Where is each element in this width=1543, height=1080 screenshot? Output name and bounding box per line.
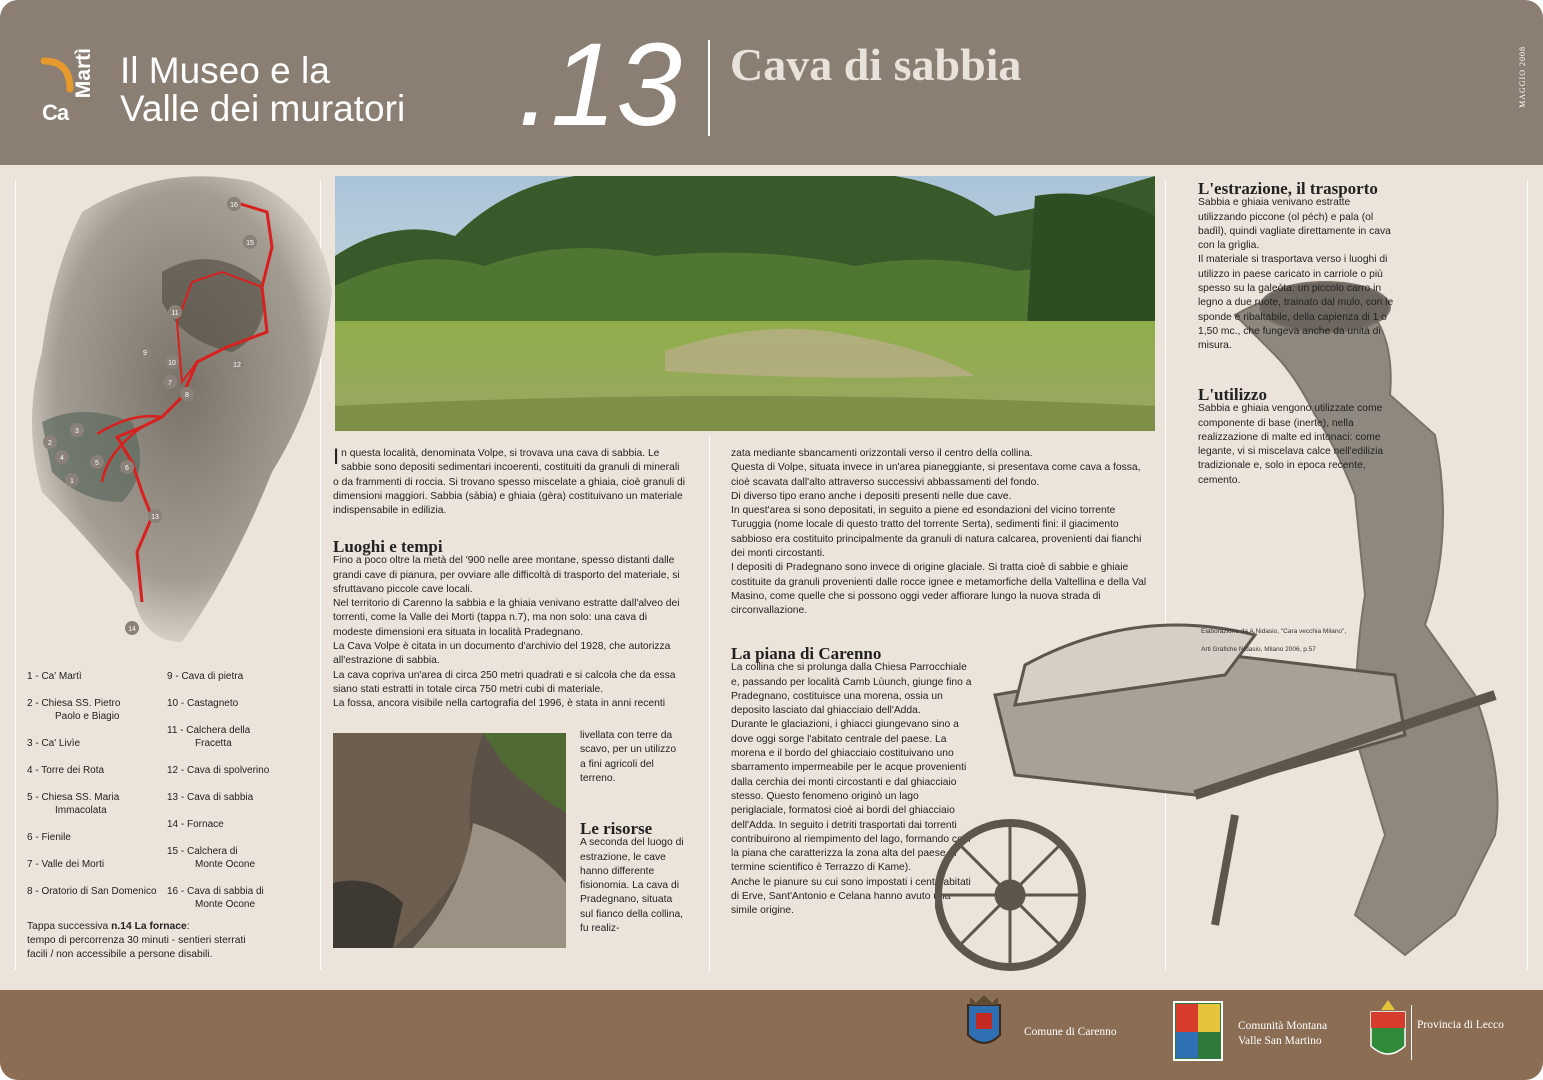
- legend-column-2: [167, 670, 307, 919]
- luoghi-continued: livellata con terre da scavo, per un utilizzo a fini agricoli del terreno.: [580, 730, 677, 784]
- legend-item: 4 - Torre dei Rota: [27, 765, 105, 776]
- museum-title: [120, 52, 405, 128]
- legend-item: 16 - Cava di sabbia di Monte Ocone: [167, 886, 264, 910]
- svg-text:4: 4: [60, 455, 64, 462]
- legend-item: 15 - Calchera di Monte Ocone: [167, 846, 256, 870]
- svg-text:10: 10: [168, 360, 176, 367]
- svg-text:8: 8: [185, 392, 189, 399]
- svg-text:2: 2: [48, 440, 52, 447]
- piana-paragraph: Anche le pianure su cui sono impostati i centri abitati di Erve, Sant'Antonio e Celana hanno avuto una simile origine.: [731, 876, 971, 917]
- luoghi-paragraph: La fossa, ancora visibile nella cartografia del 1996, è stata in anni recenti: [333, 698, 665, 710]
- risorse-paragraph: A seconda del luogo di estrazione, le cave hanno differente fisionomia. La cava di Pradegnano, situata sul fianco della collina, fu realiz-: [580, 837, 684, 935]
- svg-text:6: 6: [125, 465, 129, 472]
- svg-text:16: 16: [230, 202, 238, 209]
- utilizzo-title: L'utilizzo: [1198, 385, 1267, 404]
- legend-item: 7 - Valle dei Morti: [27, 859, 105, 870]
- next-stop-info: Tappa successiva n.14 La fornace: tempo di percorrenza 30 minuti - sentieri sterrati facili / non accessibile a persone disabili.: [27, 921, 246, 960]
- luoghi-section: [333, 537, 685, 712]
- luoghi-paragraph: Fino a poco oltre la metà del '900 nelle aree montane, spesso distanti dalle grandi cave di pianura, per ovviare alle difficoltà di trasporto del materiale, si sfruttavano piccole cave locali.: [333, 555, 680, 595]
- provincia-label: Provincia di Lecco: [1417, 1019, 1504, 1031]
- legend-item: 5 - Chiesa SS. Maria Immacolata: [27, 792, 120, 816]
- stop-title: Cava di sabbia: [730, 39, 1022, 90]
- piana-title: La piana di Carenno: [731, 644, 882, 663]
- svg-text:13: 13: [151, 514, 159, 521]
- legend-item: 11 - Calchera della Fracetta: [167, 725, 251, 749]
- logo-ca: Ca: [42, 100, 69, 125]
- legend-item: 3 - Ca' Livìe: [27, 738, 81, 749]
- risorse-section: [580, 819, 684, 936]
- column-divider: [1527, 180, 1528, 970]
- svg-text:5: 5: [95, 460, 99, 467]
- legend-item: 13 - Cava di sabbia: [167, 792, 254, 803]
- intro-text: In questa località, denominata Volpe, si trovava una cava di sabbia. Le sabbie sono depositi sedimentari incoerenti, costituiti da granuli di minerali o da frammenti di roccia. Si trovano spesso miscelate a ghiaia, cioè granuli di dimensioni maggiori. Sabbia (sàbia) e ghiaia (gèra) costituivano un materiale indispensabile in edilizia.: [333, 444, 685, 517]
- illustration-credit: Elaborazione da A.Nidasio, "Cara vecchia Milano", Arti Grafiche Nidasio, Milano 2006, p.57: [1201, 628, 1347, 653]
- legend-item: 12 - Cava di spolverino: [167, 765, 270, 776]
- piana-paragraph: Durante le glaciazioni, i ghiacci giungevano sino a dove oggi sorge l'abitato centrale del paese. La morena e il bordo del ghiacciaio costituivano uno sbarramento impermeabile per le acque provenienti dalla cerchia dei monti circostanti e dal ghiacciaio stesso. Questo fenomeno originò un lago periglaciale, formatosi cioè ai bordi del ghiacciaio dell'Adda. In seguito i detriti trasportati dai torrenti contribuirono al riempimento del lago, formando così la piana che caratterizza la zona alta del paese (il termine scientifico è Terrazzo di Kame).: [731, 719, 971, 874]
- piana-paragraph: La collina che si prolunga dalla Chiesa Parrocchiale e, passando per località Camb Lùunch, giunge fino a Pradegnano, costituisce una morena, ossia un deposito lasciato dal ghiacciaio dell'Adda.: [731, 662, 972, 717]
- svg-text:7: 7: [168, 380, 172, 387]
- estrazione-title: L'estrazione, il trasporto: [1198, 179, 1378, 198]
- luoghi-title: Luoghi e tempi: [333, 537, 443, 556]
- utilizzo-section: [1198, 385, 1396, 488]
- svg-text:11: 11: [171, 310, 179, 317]
- comune-label: Comune di Carenno: [1024, 1026, 1117, 1038]
- svg-text:14: 14: [128, 626, 136, 633]
- legend-item: 10 - Castagneto: [167, 698, 239, 709]
- luoghi-paragraph: La cava copriva un'area di circa 250 metri quadrati e si calcola che da essa siano stati estratti in totale circa 750 metri cubi di materiale.: [333, 669, 676, 695]
- date-vertical: MAGGIO 2008: [1518, 46, 1527, 108]
- column-divider: [709, 436, 710, 971]
- footer-divider: [1411, 1005, 1412, 1060]
- risorse-title: Le risorse: [580, 819, 653, 838]
- svg-text:9: 9: [143, 350, 147, 357]
- middle-paragraph: Di diverso tipo erano anche i depositi presenti nelle due cave.: [731, 490, 1012, 502]
- logo-marti: Martì: [72, 48, 95, 99]
- middle-paragraph: zata mediante sbancamenti orizzontali verso il centro della collina.: [731, 448, 1033, 459]
- title-divider: [708, 40, 710, 136]
- comune-carenno-crest-icon: [962, 995, 1006, 1057]
- svg-text:15: 15: [246, 240, 254, 247]
- svg-text:3: 3: [75, 428, 79, 435]
- museum-title-line1: Il Museo e la: [120, 50, 330, 91]
- museum-title-line2: Valle dei muratori: [120, 88, 406, 129]
- legend-item: 9 - Cava di pietra: [167, 671, 244, 682]
- legend-item: 2 - Chiesa SS. Pietro Paolo e Biagio: [27, 698, 121, 722]
- legend-item: 8 - Oratorio di San Domenico: [27, 886, 157, 897]
- estrazione-section: [1198, 179, 1396, 354]
- legend-column-1: [27, 670, 167, 906]
- svg-text:1: 1: [70, 478, 74, 485]
- legend-item: 6 - Fienile: [27, 832, 71, 843]
- estrazione-paragraph: Sabbia e ghiaia venivano estratte utilizzando piccone (ol péch) e pala (ol badìl), quindi vagliate direttamente in cava con la grìglia.: [1198, 197, 1391, 252]
- middle-paragraph: In quest'area si sono depositati, in seguito a piene ed esondazioni del vicino torrente Turuggia (nome locale di questo tratto del torrente Serta), sedimenti fini: il giacimento sabbioso era costituito principalmente da granuli di natura calcarea, provenienti dai fianchi dei monti circostanti.: [731, 505, 1142, 560]
- legend-item: 1 - Ca' Martì: [27, 671, 82, 682]
- header-bar: [0, 0, 1543, 165]
- stop-number: .13: [518, 19, 683, 151]
- provincia-lecco-crest-icon: [1367, 998, 1409, 1064]
- middle-paragraph: I depositi di Pradegnano sono invece di origine glaciale. Si tratta cioè di sabbie e ghiaie costituite da granuli provenienti dalle rocce ignee e metamorfiche della Valtellina e della Val Masino, come quelle che si possono oggi veder affiorare lungo la nuova strada di circonvallazione.: [731, 562, 1147, 617]
- estrazione-paragraph: Il materiale si trasportava verso i luoghi di utilizzo in paese caricato in carriole o più spesso su la galeòta: un piccolo carro in legno a due ruote, trainato dal mulo, con le sponde e ribaltabile, della capienza di 1 o 1,50 mc., che fungeva anche da unità di misura.: [1198, 254, 1394, 352]
- route-map: [22, 172, 332, 647]
- luoghi-paragraph: Nel territorio di Carenno la sabbia e la ghiaia venivano estratte dall'alveo dei torrenti, come la Valle dei Morti (tappa n.7), ma non solo: una cava di modeste dimensioni era situata in località Pradegnano.: [333, 598, 680, 638]
- middle-paragraph: Questa di Volpe, situata invece in un'area pianeggiante, si presentava come cava a fossa, cioè scavata dall'alto attraverso successivi abbassamenti del fondo.: [731, 462, 1141, 488]
- comunita-label: Comunità Montana Valle San Martino: [1238, 1020, 1328, 1047]
- quarry-photo: [333, 733, 566, 948]
- column-divider: [15, 180, 16, 970]
- comunita-montana-crest-icon: [1172, 1000, 1224, 1062]
- luoghi-paragraph: La Cava Volpe è citata in un documento d'archivio del 1928, che autorizza all'estrazione di sabbia.: [333, 641, 671, 667]
- legend-item: 14 - Fornace: [167, 819, 224, 830]
- utilizzo-paragraph: Sabbia e ghiaia vengono utilizzate come componente di base (inerte), nella realizzazione di malte ed intonaci: come legante, vi si miscelava calce nell'edilizia tradizionale e, solo in epoca recente, cemento.: [1198, 403, 1384, 486]
- svg-text:12: 12: [233, 362, 241, 369]
